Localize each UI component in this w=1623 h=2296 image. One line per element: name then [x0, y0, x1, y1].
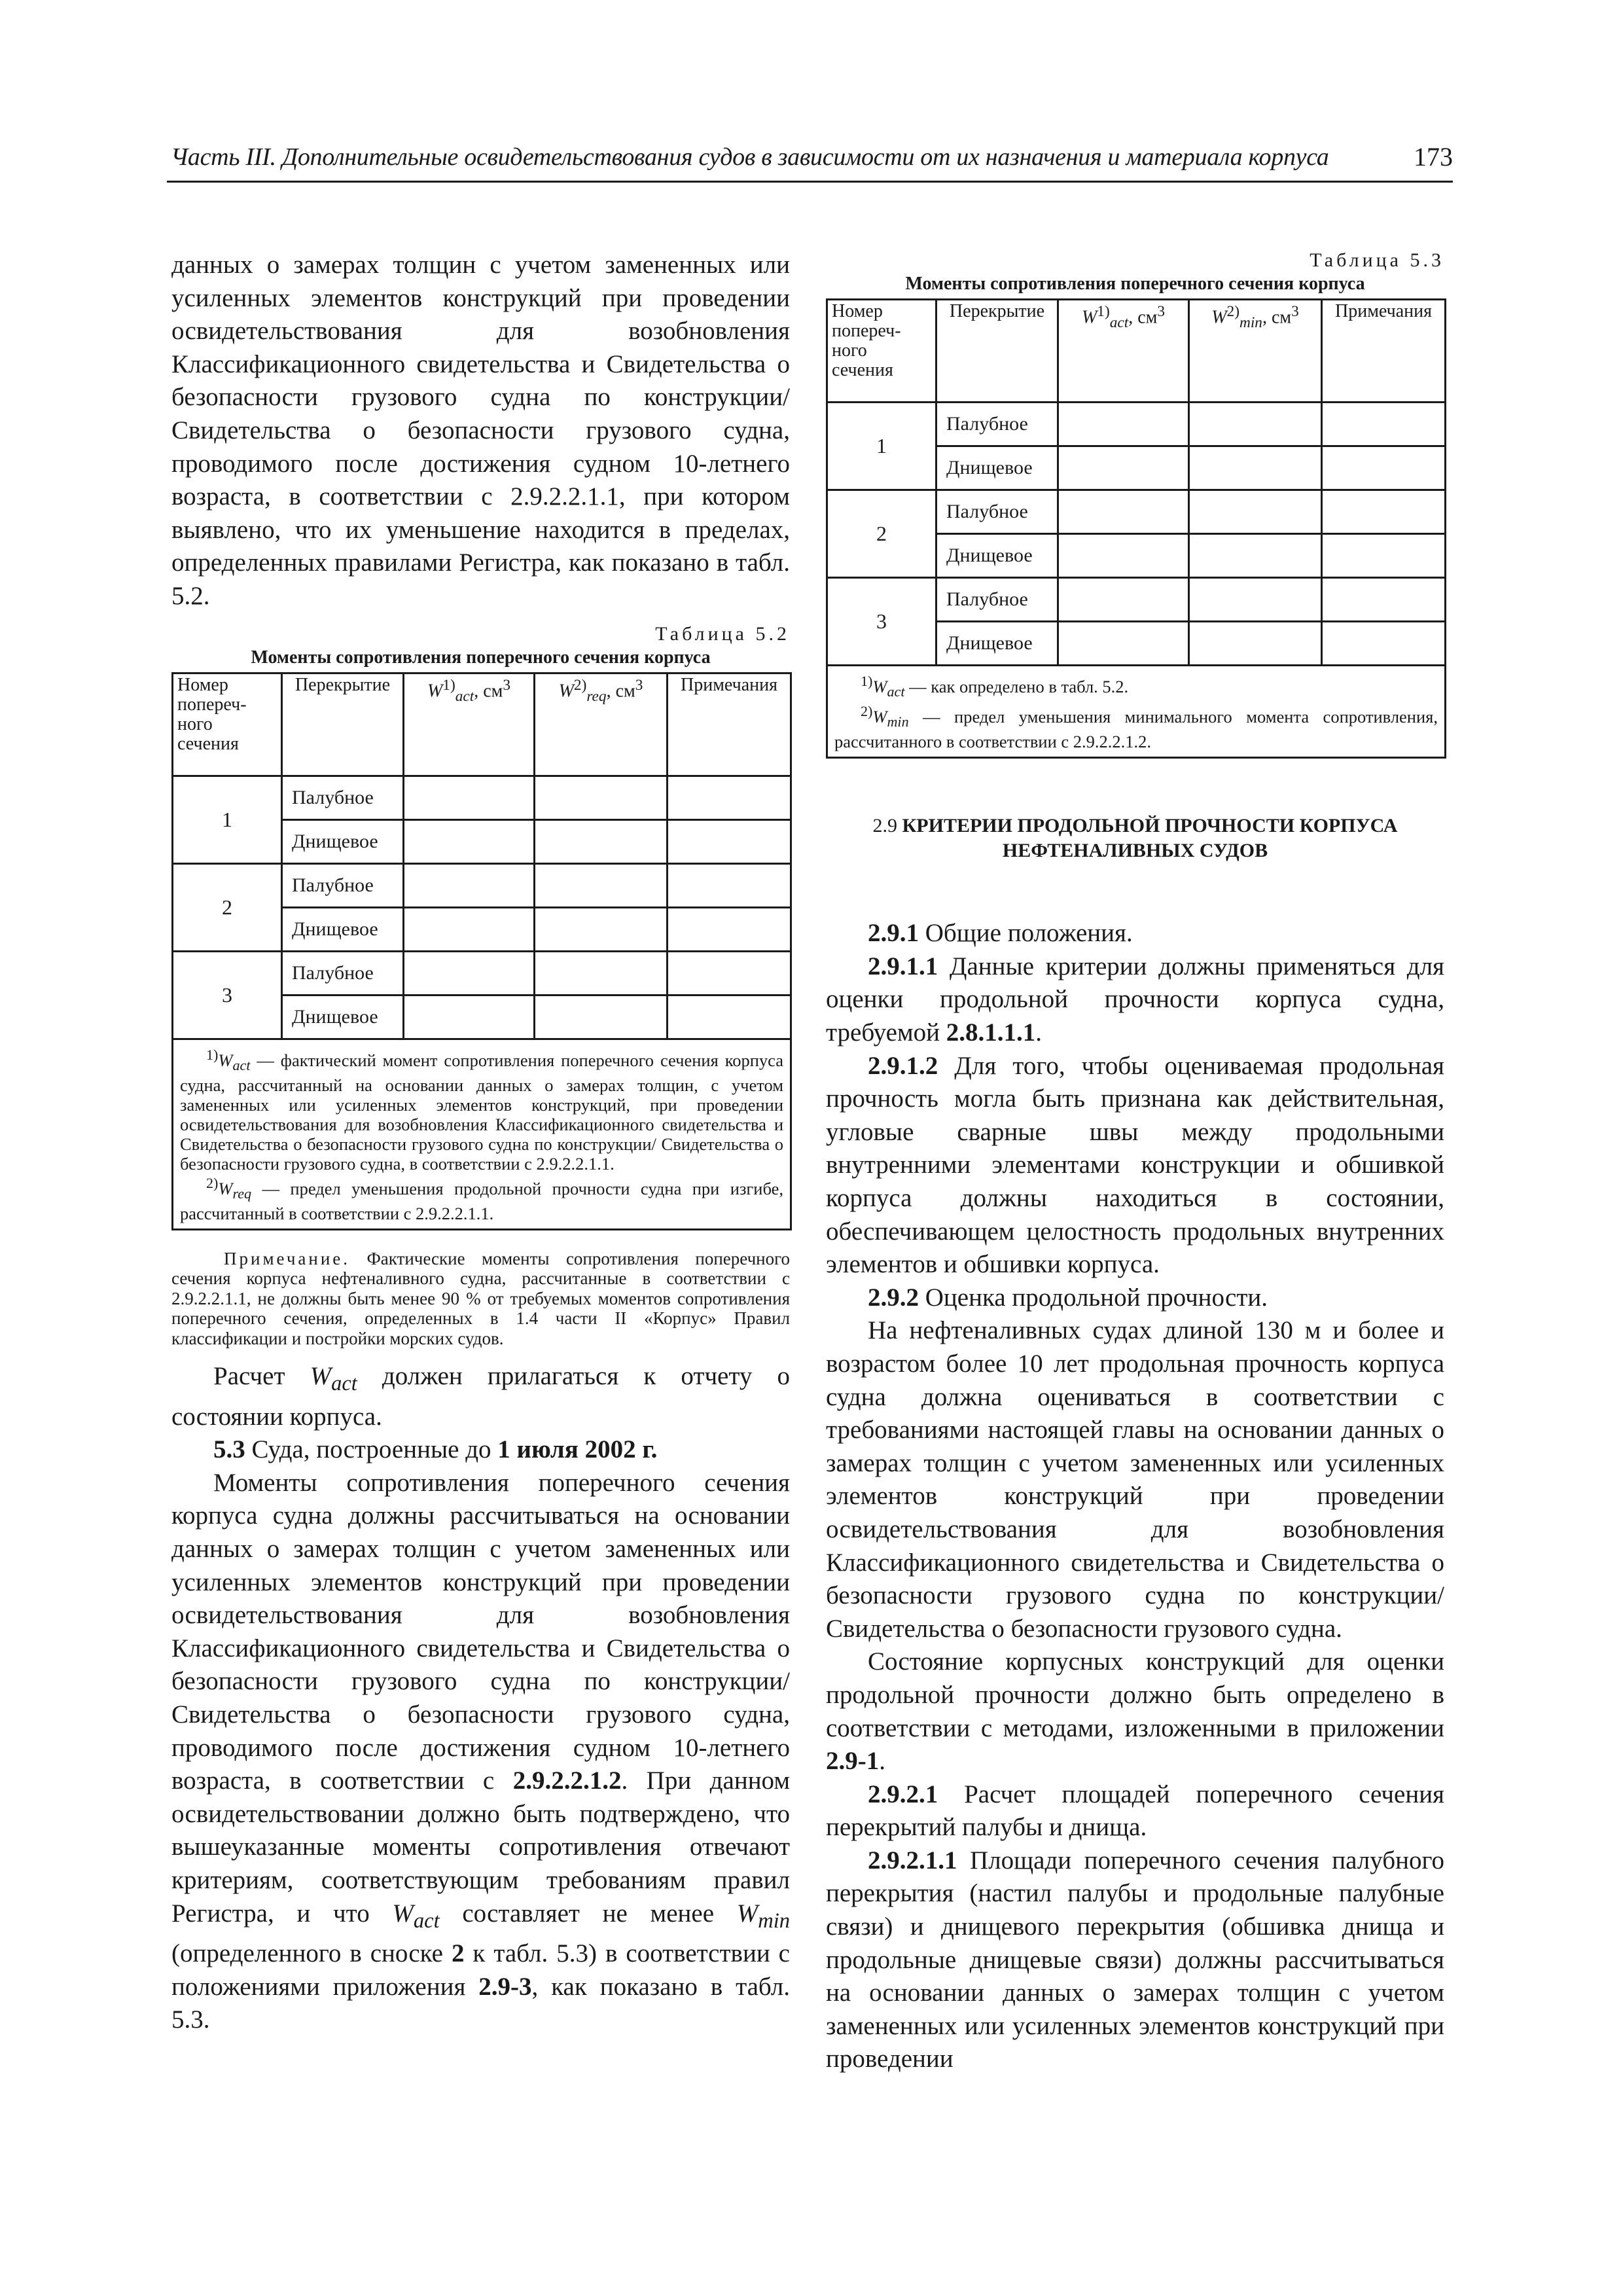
header-structure: Перекрытие	[936, 300, 1058, 403]
table-number: Таблица 5.3	[1310, 249, 1444, 271]
deck-cell: Палубное	[936, 490, 1058, 534]
deck-cell: Палубное	[936, 403, 1058, 446]
paragraph-2-9-1-2: 2.9.1.2 Для того, чтобы оцениваемая продольная прочность могла быть признана как действительная, угловые сварные швы между продольными внутренними элементами конструкции и обшивкой корпуса должны находиться в состоянии, обеспечивающем целостность продольных внутренних элементов и обшивки корпуса.	[826, 1051, 1444, 1279]
paragraph-hull-condition: Состояние корпусных конструкций для оценки продольной прочности должно быть определено в соответствии с методами, изложенными в приложении 2.9-1.	[826, 1647, 1444, 1776]
paragraph-5-3: 5.3 Суда, построенные до 1 июля 2002 г.	[213, 1435, 658, 1464]
running-header-title: Часть III. Дополнительные освидетельствования судов в зависимости от их назначения и материала корпуса	[171, 143, 1329, 171]
deck-cell: Палубное	[936, 578, 1058, 622]
deck-cell: Палубное	[282, 863, 404, 907]
running-header	[167, 137, 1453, 183]
section-heading: 2.9 КРИТЕРИИ ПРОДОЛЬНОЙ ПРОЧНОСТИ КОРПУСА НЕФТЕНАЛИВНЫХ СУДОВ	[872, 815, 1398, 862]
bottom-cell: Днищевое	[282, 995, 404, 1039]
table-footnotes	[173, 1039, 791, 1229]
table-header-row	[173, 673, 791, 776]
paragraph-tankers-assessment: На нефтеналивных судах длиной 130 м и более и возрастом более 10 лет продольная прочность корпуса судна должна оцениваться в соответствии с требованиями настоящей главы на основании данных о замерах толщин с учетом замененных или усиленных элементов конструкций при проведении освидетельствования для возобновления Классификационного свидетельства и Свидетельства о безопасности грузового судна по конструкции/ Свидетельства о безопасности грузового судна.	[826, 1316, 1444, 1643]
footnote-1: $^{1)}W_{act}$ — фактический момент сопротивления поперечного сечения корпуса судна, рассчитанный на основании данных о замерах толщин, с учетом замененных или усиленных элементов конструкций, при проведении освидетельствования для возобновления Классификационного свидетельства и Свидетельства о безопасности грузового судна по конструкции/ Свидетельства о безопасности грузового судна, в соответствии с 2.9.2.2.1.1.	[180, 1046, 783, 1174]
section-number-cell: 2	[827, 490, 936, 578]
footnote-2: $^{2)}W_{min}$ — предел уменьшения минимального момента сопротивления, рассчитанного в соответствии с 2.9.2.2.1.2.	[834, 703, 1438, 752]
table-header-row	[827, 300, 1446, 403]
deck-cell: Палубное	[282, 951, 404, 995]
table-5-3	[826, 298, 1446, 759]
section-number-cell: 3	[827, 578, 936, 666]
table-row	[173, 951, 791, 995]
table-row	[827, 490, 1446, 534]
table-footnotes	[827, 666, 1446, 758]
table-title: Моменты сопротивления поперечного сечения корпуса	[251, 647, 711, 668]
paragraph-2-9-2: 2.9.2 Оценка продольной прочности.	[868, 1283, 1268, 1312]
table-5-2	[171, 672, 792, 1230]
header-section-number: Номер попереч-ного сечения	[173, 673, 282, 776]
table-row	[827, 403, 1446, 446]
table-row	[827, 578, 1446, 622]
header-remarks: Примечания	[1322, 300, 1446, 403]
header-w-act: $W^{1)}_{act}$, $см^3$	[1058, 300, 1189, 403]
paragraph-continuation: данных о замерах толщин с учетом замененных или усиленных элементов конструкций при проведении освидетельствования для возобновления Классификационного свидетельства и Свидетельства о безопасности грузового судна по конструкции/ Свидетельства о безопасности грузового судна, проводимого после достижения судном 10-летнего возраста, в соответствии с 2.9.2.2.1.1, при котором выявлено, что их уменьшение находится в пределах, определенных правилами Регистра, как показано в табл. 5.2.	[171, 251, 790, 610]
section-number-cell: 1	[173, 776, 282, 863]
table-5-2-caption	[171, 622, 790, 670]
table-row	[173, 776, 791, 819]
table-number: Таблица 5.2	[655, 622, 790, 645]
table-title: Моменты сопротивления поперечного сечения корпуса	[905, 274, 1365, 294]
bottom-cell: Днищевое	[936, 446, 1058, 490]
bottom-cell: Днищевое	[936, 622, 1058, 666]
header-w-req: $W^{2)}_{req}$, $см^3$	[535, 673, 668, 776]
header-structure: Перекрытие	[282, 673, 404, 776]
footnote-1: $^{1)}W_{act}$ — как определено в табл. 5.2.	[861, 673, 1129, 700]
paragraph-2-9-1: 2.9.1 Общие положения.	[868, 919, 1133, 948]
bottom-cell: Днищевое	[282, 819, 404, 863]
header-remarks: Примечания	[668, 673, 791, 776]
paragraph-2-9-2-1: 2.9.2.1 Расчет площадей поперечного сечения перекрытий палубы и днища.	[826, 1780, 1444, 1842]
header-section-number: Номер попереч-ного сечения	[827, 300, 936, 403]
section-number-cell: 1	[827, 403, 936, 490]
page-number: 173	[1414, 142, 1453, 171]
bottom-cell: Днищевое	[936, 534, 1058, 578]
section-number-cell: 2	[173, 863, 282, 951]
paragraph-2-9-1-1: 2.9.1.1 Данные критерии должны применяться для оценки продольной прочности корпуса судна, требуемой 2.8.1.1.1.	[826, 952, 1444, 1047]
table-row	[173, 863, 791, 907]
section-number-cell: 3	[173, 951, 282, 1039]
table-5-3-caption	[826, 249, 1444, 296]
bottom-cell: Днищевое	[282, 907, 404, 951]
right-column	[826, 249, 1444, 2076]
header-w-act: $W^{1)}_{act}$, $см^3$	[404, 673, 535, 776]
header-w-min: $W^{2)}_{min}$, $см^3$	[1189, 300, 1322, 403]
paragraph-5-3-body: Моменты сопротивления поперечного сечения корпуса судна должны рассчитываться на основании данных о замерах толщин с учетом замененных или усиленных элементов конструкций при проведении освидетельствования для возобновления Классификационного свидетельства и Свидетельства о безопасности грузового судна по конструкции/Свидетельства о безопасности грузового судна, проводимого после достижения судном 10-летнего возраста, в соответствии с 2.9.2.2.1.2. При данном освидетельствовании должно быть подтверждено, что вышеуказанные моменты сопротивления отвечают критериям, соответствующим требованиям правил Регистра, и что $W_{act}$ составляет не менее $W_{min}$ (определенного в сноске 2 к табл. 5.3) в соответствии с положениями приложения 2.9-3, как показано в табл. 5.3.	[171, 1468, 790, 2034]
table-note: Примечание. Фактические моменты сопротивления поперечного сечения корпуса нефтеналивного судна, рассчитанные в соответствии с 2.9.2.2.1.1, не должны быть менее 90 % от требуемых моментов сопротивления поперечного сечения, определенных в 1.4 части II «Корпус» Правил классификации и постройки морских судов.	[171, 1248, 790, 1348]
paragraph-w-act-report: Расчет $W_{act}$ должен прилагаться к отчету о состоянии корпуса.	[171, 1362, 790, 1431]
deck-cell: Палубное	[282, 776, 404, 819]
left-column	[171, 249, 790, 2037]
footnote-2: $^{2)}W_{req}$ — предел уменьшения продольной прочности судна при изгибе, рассчитанный в соответствии с 2.9.2.2.1.1.	[180, 1174, 783, 1223]
paragraph-2-9-2-1-1: 2.9.2.1.1 Площади поперечного сечения палубного перекрытия (настил палубы и продольные палубные связи) и днищевого перекрытия (обшивка днища и продольные днищевые связи) должны рассчитываться на основании данных о замерах толщин с учетом замененных или усиленных элементов конструкций при проведении	[826, 1846, 1444, 2073]
